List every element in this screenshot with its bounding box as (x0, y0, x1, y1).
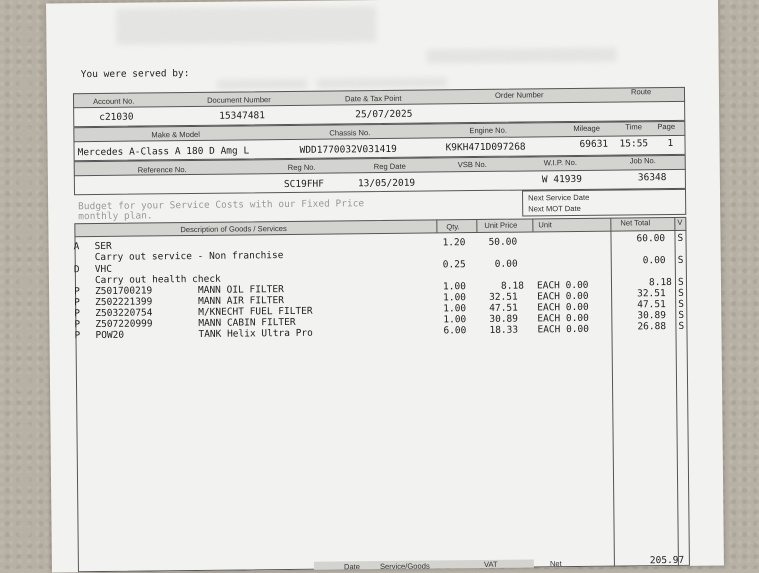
engine-no: K9KH471D097268 (445, 141, 526, 154)
line-total: 26.88 (637, 321, 667, 333)
label-account-no: Account No. (93, 96, 135, 107)
label-chassis-no: Chassis No. (329, 128, 371, 138)
redacted-name-2 (317, 77, 447, 88)
line-total: 47.51 (637, 299, 666, 311)
label-vsb-no: VSB No. (457, 159, 487, 170)
budget-note-line-2: monthly plan. (78, 210, 153, 223)
label-time: Time (625, 122, 642, 132)
line-unit: EACH 0.00 (536, 279, 589, 292)
label-next-service-date: Next Service Date (528, 192, 590, 203)
redacted-text (427, 48, 617, 64)
label-route: Route (630, 87, 652, 97)
line-price: 32.51 (489, 291, 518, 303)
date-tax-point: 25/07/2025 (355, 108, 413, 121)
line-total: 8.18 (648, 276, 672, 289)
redacted-header (116, 6, 376, 45)
line-description: POW20 TANK Helix Ultra Pro (95, 327, 313, 342)
label-document-number: Document Number (206, 95, 271, 105)
make-model: Mercedes A-Class A 180 D Amg L (77, 145, 250, 159)
line-description: Carry out health check (94, 273, 221, 287)
invoice-paper (46, 0, 724, 572)
line-vat: S (678, 287, 684, 299)
line-qty: 1.00 (443, 314, 467, 326)
wip-no: W 41939 (541, 173, 582, 186)
line-unit: EACH 0.00 (537, 290, 589, 303)
redacted-name (217, 79, 307, 90)
line-qty: 1.00 (443, 292, 467, 304)
line-code: A (73, 241, 80, 253)
line-qty: 0.25 (442, 259, 466, 271)
line-code: P (74, 297, 80, 309)
line-price: 0.00 (494, 258, 518, 270)
line-vat: S (677, 254, 684, 266)
line-vat: S (677, 276, 684, 288)
label-next-mot-date: Next MOT Date (528, 203, 581, 214)
line-description: VHC (94, 263, 113, 276)
col-qty: Qty. (446, 222, 460, 232)
budget-note-line-1: Budget for your Service Costs with our Fixed Price (78, 198, 365, 213)
line-price: 18.33 (489, 324, 519, 336)
reg-date: 13/05/2019 (357, 177, 416, 190)
line-total: 60.00 (636, 233, 666, 245)
rule (436, 219, 437, 232)
label-make-model: Make & Model (151, 129, 200, 140)
account-no: c21030 (99, 111, 134, 123)
label-wip-no: W.I.P. No. (543, 157, 577, 168)
line-total: 32.51 (637, 288, 666, 300)
line-vat: S (678, 309, 685, 321)
label-reg-no: Reg No. (287, 162, 316, 172)
line-unit: EACH 0.00 (537, 312, 589, 325)
line-qty: 1.00 (443, 303, 467, 315)
line-description: Z502221399 MANN AIR FILTER (95, 295, 284, 309)
line-vat: S (678, 298, 684, 310)
line-code: D (73, 264, 80, 276)
label-date-tax-point: Date & Tax Point (344, 93, 402, 104)
line-description: Z507220999 MANN CABIN FILTER (95, 316, 296, 331)
line-description: Carry out service - Non franchise (94, 250, 284, 264)
line-qty: 1.20 (442, 237, 466, 249)
label-reference-no: Reference No. (137, 165, 187, 175)
time: 15:55 (619, 138, 649, 150)
page-number: 1 (667, 137, 674, 150)
line-description: Z503220754 M/KNECHT FUEL FILTER (95, 305, 313, 320)
footer-net-value: 205.97 (649, 554, 685, 567)
label-engine-no: Engine No. (469, 125, 507, 136)
label-job-no: Job No. (629, 156, 656, 166)
footer-vat-label: VAT (483, 559, 498, 569)
col-net-total: Net Total (620, 218, 651, 228)
line-unit: EACH 0.00 (537, 323, 590, 336)
line-description: SER (94, 240, 112, 253)
col-description: Description of Goods / Services (180, 224, 287, 235)
mileage: 69631 (579, 138, 609, 150)
rule (532, 218, 533, 231)
line-price: 30.89 (489, 313, 519, 325)
document-number: 15347481 (219, 110, 266, 122)
footer-service-goods-label: Service/Goods (379, 561, 430, 572)
label-mileage: Mileage (573, 123, 600, 134)
line-price: 47.51 (489, 302, 518, 314)
col-vat: V (677, 217, 683, 227)
col-unit: Unit (538, 220, 552, 230)
line-code: P (73, 286, 80, 298)
items-table (74, 217, 690, 572)
line-description: Z501700219 MANN OIL FILTER (94, 284, 284, 298)
line-qty: 1.00 (442, 281, 466, 293)
job-no: 36348 (637, 172, 667, 184)
line-code: P (74, 319, 81, 331)
line-total: 30.89 (637, 310, 666, 322)
line-price: 8.18 (500, 280, 524, 292)
col-unit-price: Unit Price (484, 220, 518, 230)
line-qty: 6.00 (443, 325, 467, 337)
rule (476, 219, 477, 232)
chassis-no: WDD1770032V031419 (299, 143, 397, 156)
label-order-number: Order Number (494, 90, 544, 100)
line-vat: S (677, 232, 684, 244)
line-total: 0.00 (642, 255, 666, 267)
served-by-label: You were served by: (80, 68, 190, 81)
line-price: 50.00 (488, 236, 518, 248)
label-reg-date: Reg Date (373, 161, 406, 172)
line-code: P (74, 308, 81, 320)
line-vat: S (678, 320, 685, 332)
line-unit: EACH 0.00 (537, 301, 589, 314)
reg-no: SC19FHF (283, 178, 325, 191)
line-code: P (74, 330, 81, 342)
footer-date-label: Date (343, 562, 361, 572)
footer-net-label: Net (549, 559, 562, 569)
label-page: Page (657, 121, 676, 132)
